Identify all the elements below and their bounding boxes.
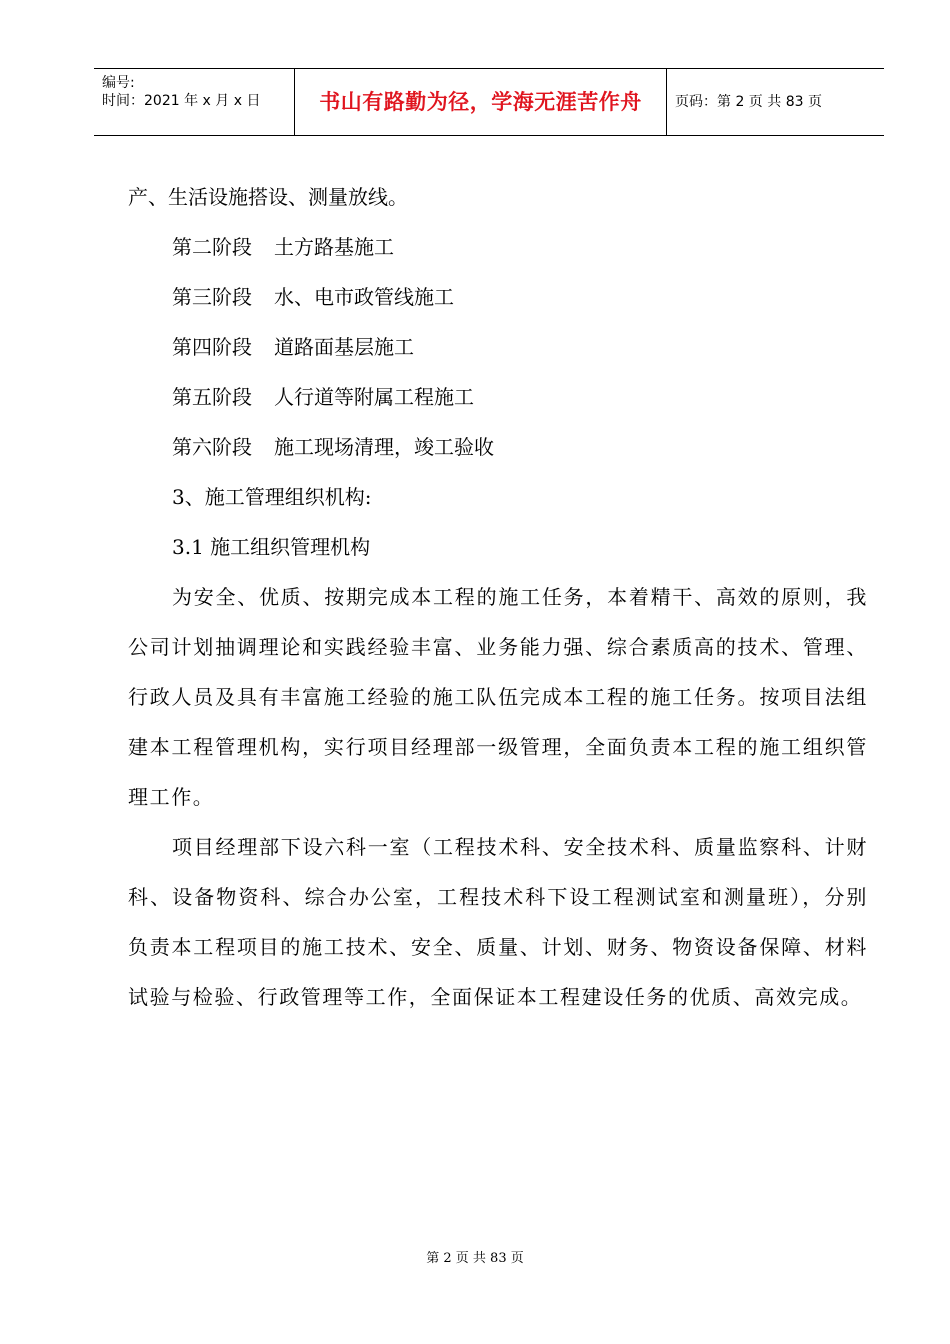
stage-item [128, 322, 868, 372]
stage-label: 第三阶段 [172, 285, 252, 309]
stage-label: 第二阶段 [172, 235, 252, 259]
stage-text: 人行道等附属工程施工 [274, 385, 474, 409]
stage-item [128, 372, 868, 422]
section-heading: 3、施工管理组织机构: [172, 485, 372, 509]
body-line-continuation: 产、生活设施搭设、测量放线。 [128, 185, 408, 209]
body-paragraph-1: 为安全、优质、按期完成本工程的施工任务，本着精干、高效的原则，我公司计划抽调理论和实践经验丰富、业务能力强、综合素质高的技术、管理、行政人员及具有丰富施工经验的施工队伍完成本工程的施工任务。按项目法组建本工程管理机构，实行项目经理部一级管理，全面负责本工程的施工组织管理工作。 [128, 585, 868, 809]
document-body [128, 172, 868, 1022]
stage-label: 第六阶段 [172, 435, 252, 459]
stage-text: 水、电市政管线施工 [274, 285, 454, 309]
header-motto: 书山有路勤为径，学海无涯苦作舟 [295, 69, 667, 135]
stage-text: 道路面基层施工 [274, 335, 414, 359]
stage-label: 第四阶段 [172, 335, 252, 359]
page-header [94, 68, 884, 136]
stage-text: 土方路基施工 [274, 235, 394, 259]
header-meta [94, 69, 295, 135]
stage-text: 施工现场清理，竣工验收 [274, 435, 494, 459]
document-time: 时间：2021 年 x 月 x 日 [102, 93, 261, 109]
page-footer: 第 2 页 共 83 页 [426, 1251, 524, 1266]
document-number-label: 编号: [102, 75, 135, 91]
body-paragraph-2: 项目经理部下设六科一室（工程技术科、安全技术科、质量监察科、计财科、设备物资科、综合办公室，工程技术科下设工程测试室和测量班），分别负责本工程项目的施工技术、安全、质量、计划、财务、物资设备保障、材料试验与检验、行政管理等工作，全面保证本工程建设任务的优质、高效完成。 [128, 835, 868, 1009]
stage-item [128, 272, 868, 322]
subsection-heading: 3.1 施工组织管理机构 [172, 535, 371, 559]
stage-item [128, 422, 868, 472]
stage-item [128, 222, 868, 272]
header-page-info: 页码：第 2 页 共 83 页 [675, 94, 822, 110]
stage-label: 第五阶段 [172, 385, 252, 409]
